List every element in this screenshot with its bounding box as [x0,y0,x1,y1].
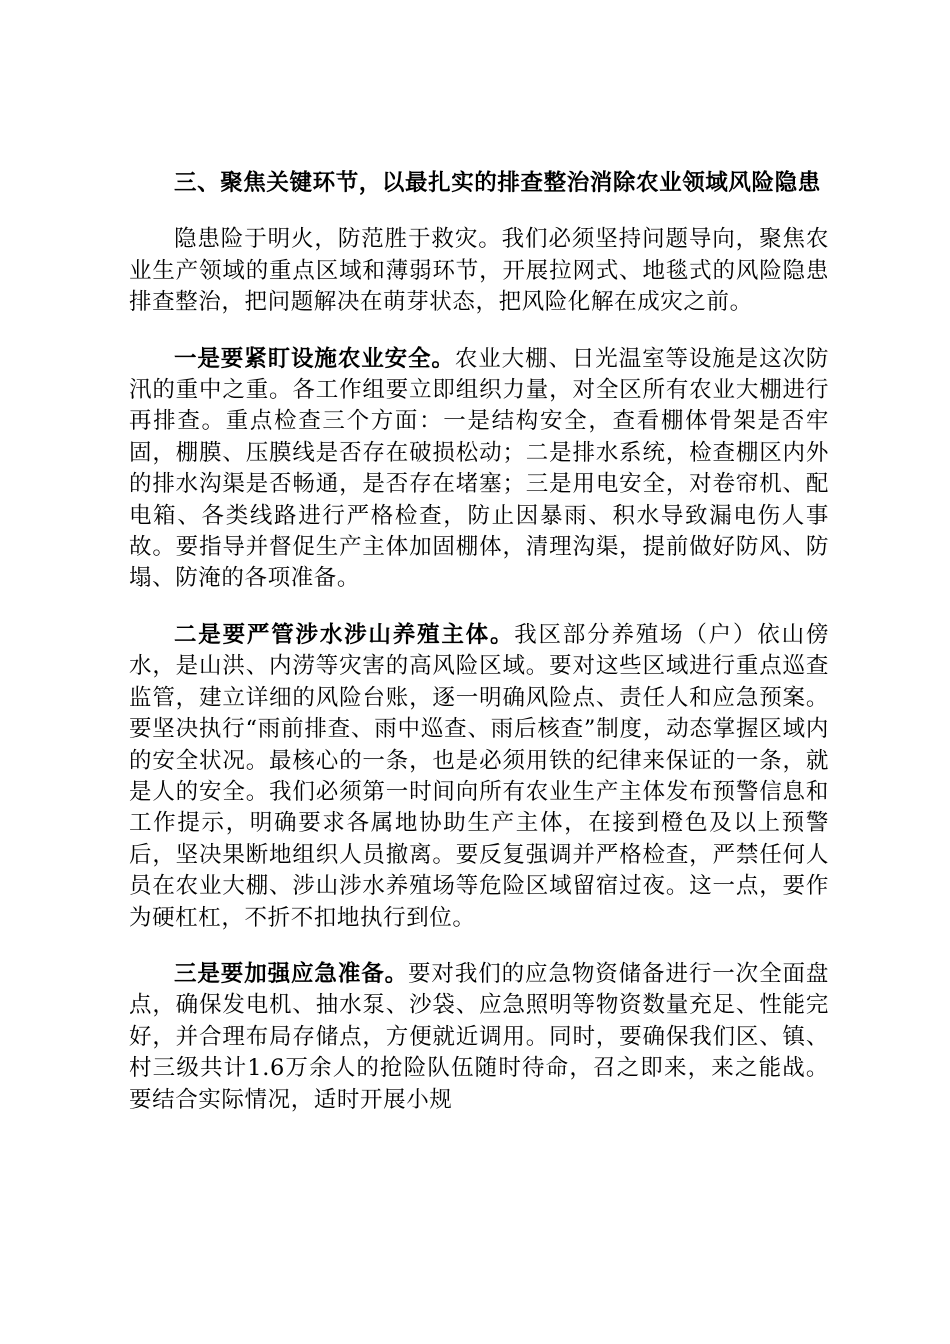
intro-paragraph: 隐患险于明火，防范胜于救灾。我们必须坚持问题导向，聚焦农业生产领域的重点区域和薄弱环节，开展拉网式、地毯式的风险隐患排查整治，把问题解决在萌芽状态，把风险化解在成灾之前。 [129,226,829,316]
item-paragraph-1 [129,344,829,595]
item-body-1: 农业大棚、日光温室等设施是这次防汛的重中之重。各工作组要立即组织力量，对全区所有农业大棚进行再排查。重点检查三个方面：一是结构安全，查看棚体骨架是否牢固，棚膜、压膜线是否存在破损松动；二是排水系统，检查棚区内外的排水沟渠是否畅通，是否存在堵塞；三是用电安全，对卷帘机、配电箱、各类线路进行严格检查，防止因暴雨、积水导致漏电伤人事故。要指导并督促生产主体加固棚体，清理沟渠，提前做好防风、防塌、防淹的各项准备。 [129,345,829,592]
item-body-2: 我区部分养殖场（户）依山傍水，是山洪、内涝等灾害的高风险区域。要对这些区域进行重点巡查监管，建立详细的风险台账，逐一明确风险点、责任人和应急预案。要坚决执行“雨前排查、雨中巡查、雨后核查”制度，动态掌握区域内的安全状况。最核心的一条，也是必须用铁的纪律来保证的一条，就是人的安全。我们必须第一时间向所有农业生产主体发布预警信息和工作提示，明确要求各属地协助生产主体，在接到橙色及以上预警后，坚决果断地组织人员撤离。要反复强调并严格检查，严禁任何人员在农业大棚、涉山涉水养殖场等危险区域留宿过夜。这一点，要作为硬杠杠，不折不扣地执行到位。 [129,621,829,931]
document-page [129,168,829,1116]
item-lead-3: 三是要加强应急准备。 [174,960,409,987]
item-body-3: 要对我们的应急物资储备进行一次全面盘点，确保发电机、抽水泵、沙袋、应急照明等物资数量充足、性能完好，并合理布局存储点，方便就近调用。同时，要确保我们区、镇、村三级共计1.6万余人的抢险队伍随时待命，召之即来，来之能战。要结合实际情况，适时开展小规 [129,960,829,1113]
section-heading: 三、聚焦关键环节，以最扎实的排查整治消除农业领域风险隐患 [174,170,821,196]
item-lead-2: 二是要严管涉水涉山养殖主体。 [174,621,515,648]
item-paragraph-3 [129,959,829,1116]
item-lead-1: 一是要紧盯设施农业安全。 [174,345,455,372]
item-paragraph-2 [129,620,829,934]
